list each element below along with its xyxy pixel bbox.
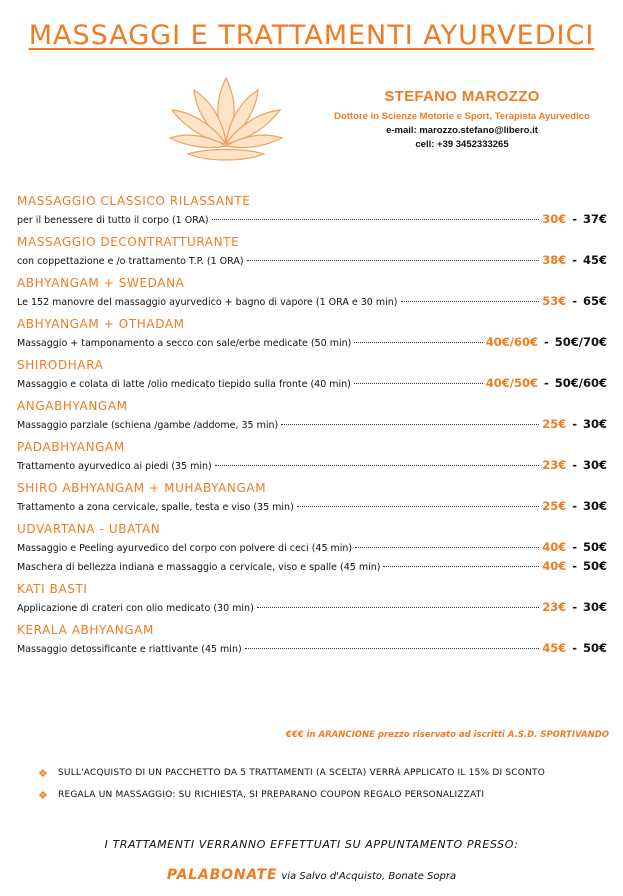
offer-item bbox=[38, 762, 608, 784]
price-regular: 50€ bbox=[582, 559, 607, 573]
lotus-flower-icon bbox=[168, 70, 284, 170]
doctor-cell: cell: +39 3452333265 bbox=[415, 139, 509, 150]
offers-list bbox=[38, 762, 608, 806]
service-item: per il benessere di tutto il corpo (1 ORA) 30€ - 37€ bbox=[17, 210, 607, 229]
service-category: PADABHYANGAM bbox=[17, 440, 125, 454]
service-description: Massaggio e colata di latte /olio medicato tiepido sulla fronte (40 min) bbox=[17, 379, 351, 390]
service-category: KATI BASTI bbox=[17, 582, 88, 596]
service-item: Le 152 manovre del massaggio ayurvedico + bagno di vapore (1 ORA e 30 min) 53€ - 65€ bbox=[17, 292, 607, 311]
price-member: 38€ bbox=[542, 253, 567, 267]
dotted-leader bbox=[355, 547, 539, 548]
dotted-leader bbox=[215, 465, 539, 466]
service-item: Massaggio e colata di latte /olio medicato tiepido sulla fronte (40 min) 40€/50€ - 50€/60€ bbox=[17, 374, 607, 393]
service-description: Trattamento ayurvedico ai piedi (35 min) bbox=[17, 461, 212, 472]
price-member: 23€ bbox=[542, 600, 567, 614]
price-note: €€€ in ARANCIONE prezzo riservato ad iscritti A.S.D. SPORTIVANDO bbox=[285, 730, 609, 740]
service-category: SHIRO ABHYANGAM + MUHABYANGAM bbox=[17, 481, 267, 495]
diamond-bullet-icon: ❖ bbox=[38, 766, 49, 780]
service-category: ABHYANGAM + OTHADAM bbox=[17, 317, 185, 331]
venue-name: PALABONATE bbox=[166, 867, 278, 883]
appointment-line: I TRATTAMENTI VERRANNO EFFETTUATI SU APPUNTAMENTO PRESSO: bbox=[104, 838, 519, 851]
service-description: per il benessere di tutto il corpo (1 ORA) bbox=[17, 215, 209, 226]
service-description: con coppettazione e /o trattamento T.P. (1 ORA) bbox=[17, 256, 244, 267]
price-member: 25€ bbox=[542, 499, 567, 513]
service-description: Massaggio e Peeling ayurvedico del corpo con polvere di ceci (45 min) bbox=[17, 543, 353, 554]
offer-item bbox=[38, 784, 608, 806]
dotted-leader bbox=[212, 219, 540, 220]
services-list bbox=[17, 188, 607, 658]
service-item: Massaggio e Peeling ayurvedico del corpo con polvere di ceci (45 min) 40€ - 50€ bbox=[17, 538, 607, 557]
price-member: 25€ bbox=[542, 417, 567, 431]
service-description: Massaggio + tamponamento a secco con sale/erbe medicate (50 min) bbox=[17, 338, 352, 349]
venue-line bbox=[0, 864, 623, 883]
service-item: Trattamento ayurvedico ai piedi (35 min) 23€ - 30€ bbox=[17, 456, 607, 475]
price-regular: 37€ bbox=[582, 212, 607, 226]
page-title: MASSAGGI E TRATTAMENTI AYURVEDICI bbox=[28, 20, 595, 51]
doctor-role: Dottore in Scienze Motorie e Sport, Terapista Ayurvedico bbox=[334, 111, 590, 122]
doctor-email: e-mail: marozzo.stefano@libero.it bbox=[386, 125, 538, 136]
service-category: UDVARTANA - UBATAN bbox=[17, 522, 161, 536]
doctor-name: STEFANO MAROZZO bbox=[384, 88, 540, 105]
doctor-info bbox=[312, 88, 612, 150]
service-category: MASSAGGIO DECONTRATTURANTE bbox=[17, 235, 240, 249]
diamond-bullet-icon: ❖ bbox=[38, 788, 49, 802]
service-item: Maschera di bellezza indiana e massaggio a cervicale, viso e spalle (45 min) 40€ - 50€ bbox=[17, 557, 607, 576]
service-description: Maschera di bellezza indiana e massaggio a cervicale, viso e spalle (45 min) bbox=[17, 562, 381, 573]
price-regular: 45€ bbox=[582, 253, 607, 267]
dotted-leader bbox=[354, 342, 482, 343]
service-category: KERALA ABHYANGAM bbox=[17, 623, 155, 637]
service-item: Trattamento a zona cervicale, spalle, testa e viso (35 min) 25€ - 30€ bbox=[17, 497, 607, 516]
service-description: Massaggio detossificante e riattivante (45 min) bbox=[17, 644, 242, 655]
offer-text: REGALA UN MASSAGGIO: SU RICHIESTA, SI PREPARANO COUPON REGALO PERSONALIZZATI bbox=[58, 790, 485, 800]
price-regular: 30€ bbox=[582, 600, 607, 614]
dotted-leader bbox=[297, 506, 539, 507]
price-member: 23€ bbox=[542, 458, 567, 472]
service-category: MASSAGGIO CLASSICO RILASSANTE bbox=[17, 194, 251, 208]
service-item: Massaggio detossificante e riattivante (45 min) 45€ - 50€ bbox=[17, 639, 607, 658]
price-member: 40€/60€ bbox=[485, 335, 538, 349]
price-regular: 50€ bbox=[582, 540, 607, 554]
dotted-leader bbox=[281, 424, 539, 425]
offer-text: SULL'ACQUISTO DI UN PACCHETTO DA 5 TRATTAMENTI (A SCELTA) VERRÀ APPLICATO IL 15% DI SCONTO bbox=[58, 768, 545, 778]
dotted-leader bbox=[401, 301, 540, 302]
price-member: 45€ bbox=[542, 641, 567, 655]
dotted-leader bbox=[354, 383, 483, 384]
dotted-leader bbox=[247, 260, 540, 261]
service-item: Massaggio + tamponamento a secco con sale/erbe medicate (50 min) 40€/60€ - 50€/70€ bbox=[17, 333, 607, 352]
venue-address: via Salvo d'Acquisto, Bonate Sopra bbox=[281, 871, 457, 882]
price-regular: 50€ bbox=[582, 641, 607, 655]
price-member: 53€ bbox=[542, 294, 567, 308]
price-member: 40€/50€ bbox=[485, 376, 538, 390]
service-item: Applicazione di crateri con olio medicato (30 min) 23€ - 30€ bbox=[17, 598, 607, 617]
service-item: con coppettazione e /o trattamento T.P. (1 ORA) 38€ - 45€ bbox=[17, 251, 607, 270]
dotted-leader bbox=[245, 648, 540, 649]
price-regular: 50€/70€ bbox=[554, 335, 607, 349]
service-description: Applicazione di crateri con olio medicato (30 min) bbox=[17, 603, 254, 614]
price-member: 30€ bbox=[542, 212, 567, 226]
service-category: ABHYANGAM + SWEDANA bbox=[17, 276, 185, 290]
price-regular: 65€ bbox=[582, 294, 607, 308]
service-description: Trattamento a zona cervicale, spalle, testa e viso (35 min) bbox=[17, 502, 294, 513]
service-category: SHIRODHARA bbox=[17, 358, 104, 372]
dotted-leader bbox=[383, 566, 539, 567]
service-item: Massaggio parziale (schiena /gambe /addome, 35 min) 25€ - 30€ bbox=[17, 415, 607, 434]
service-category: ANGABHYANGAM bbox=[17, 399, 128, 413]
price-regular: 50€/60€ bbox=[554, 376, 607, 390]
service-description: Le 152 manovre del massaggio ayurvedico + bagno di vapore (1 ORA e 30 min) bbox=[17, 297, 398, 308]
dotted-leader bbox=[257, 607, 539, 608]
price-regular: 30€ bbox=[582, 417, 607, 431]
service-description: Massaggio parziale (schiena /gambe /addome, 35 min) bbox=[17, 420, 279, 431]
price-regular: 30€ bbox=[582, 499, 607, 513]
price-member: 40€ bbox=[542, 559, 567, 573]
price-regular: 30€ bbox=[582, 458, 607, 472]
price-member: 40€ bbox=[542, 540, 567, 554]
